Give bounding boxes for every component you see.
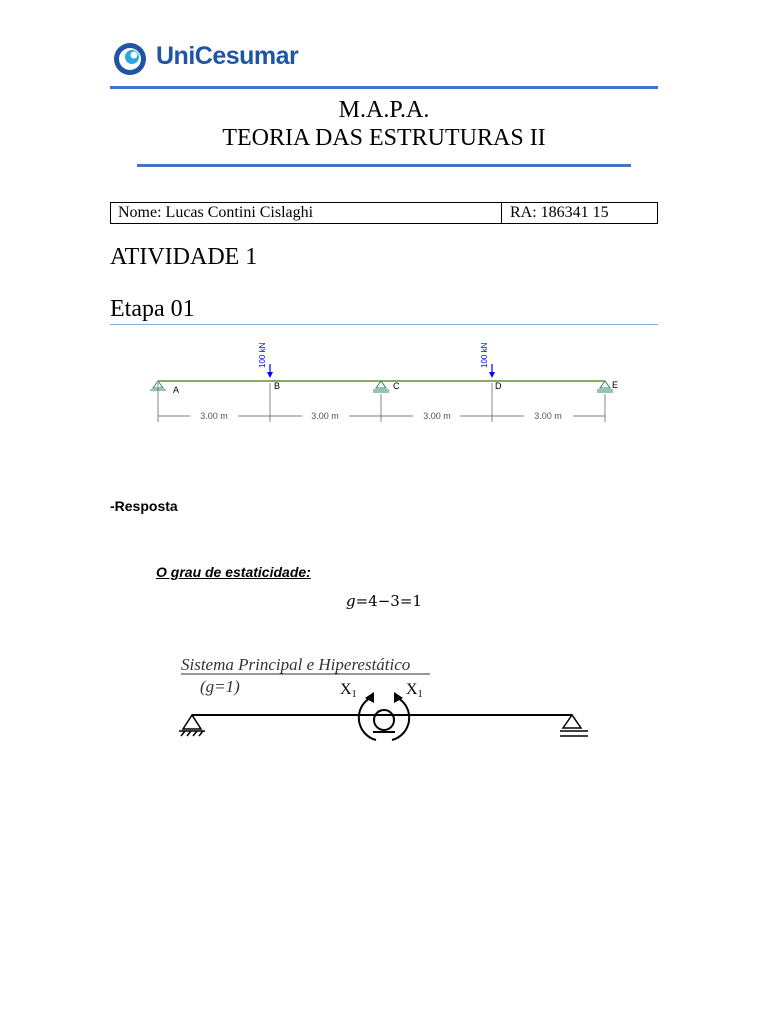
span-label-ab: 3.00 m	[200, 411, 228, 421]
roller-support-icon	[560, 715, 588, 736]
header-rule	[110, 86, 658, 89]
pinned-support-icon	[179, 715, 205, 736]
stage-heading: Etapa 01	[110, 296, 195, 322]
activity-heading: ATIVIDADE 1	[110, 244, 258, 270]
stage-rule	[110, 324, 658, 325]
x1-left-label: X1	[340, 681, 357, 700]
logo-text: UniCesumar	[156, 42, 299, 70]
student-info-table	[110, 202, 658, 224]
degree-formula	[346, 592, 422, 610]
hinge-moment-icon	[359, 698, 409, 740]
span-label-de: 3.00 m	[534, 411, 562, 421]
node-label-e: E	[612, 380, 619, 390]
doc-title: M.A.P.A.	[338, 97, 430, 123]
system-subtitle: (g=1)	[200, 677, 240, 696]
support-c-icon	[373, 381, 389, 392]
support-e-icon	[597, 381, 613, 392]
student-ra: RA: 186341 15	[510, 204, 609, 221]
load-arrow-d	[489, 364, 495, 378]
formula-variable: g	[346, 592, 356, 610]
formula-expression: =4−3=1	[355, 592, 422, 610]
node-label-c: C	[393, 381, 400, 391]
load-arrow-b	[267, 364, 273, 378]
load-label-b: 100 kN	[258, 342, 267, 368]
doc-subtitle: TEORIA DAS ESTRUTURAS II	[222, 125, 546, 151]
system-title: Sistema Principal e Hiperestático	[181, 655, 411, 674]
node-label-d: D	[495, 381, 502, 391]
answer-label: -Resposta	[110, 498, 178, 514]
student-name: Nome: Lucas Contini Cislaghi	[111, 203, 502, 223]
span-label-cd: 3.00 m	[423, 411, 451, 421]
system-diagram	[170, 648, 600, 748]
degree-title: O grau de estaticidade:	[156, 564, 311, 580]
x1-right-label: X1	[406, 681, 423, 700]
logo-emblem-icon	[114, 43, 146, 75]
beam-diagram	[150, 336, 630, 436]
span-label-bc: 3.00 m	[311, 411, 339, 421]
node-label-a: A	[173, 385, 180, 395]
title-rule	[137, 164, 631, 167]
load-label-d: 100 kN	[480, 342, 489, 368]
node-label-b: B	[274, 381, 281, 391]
